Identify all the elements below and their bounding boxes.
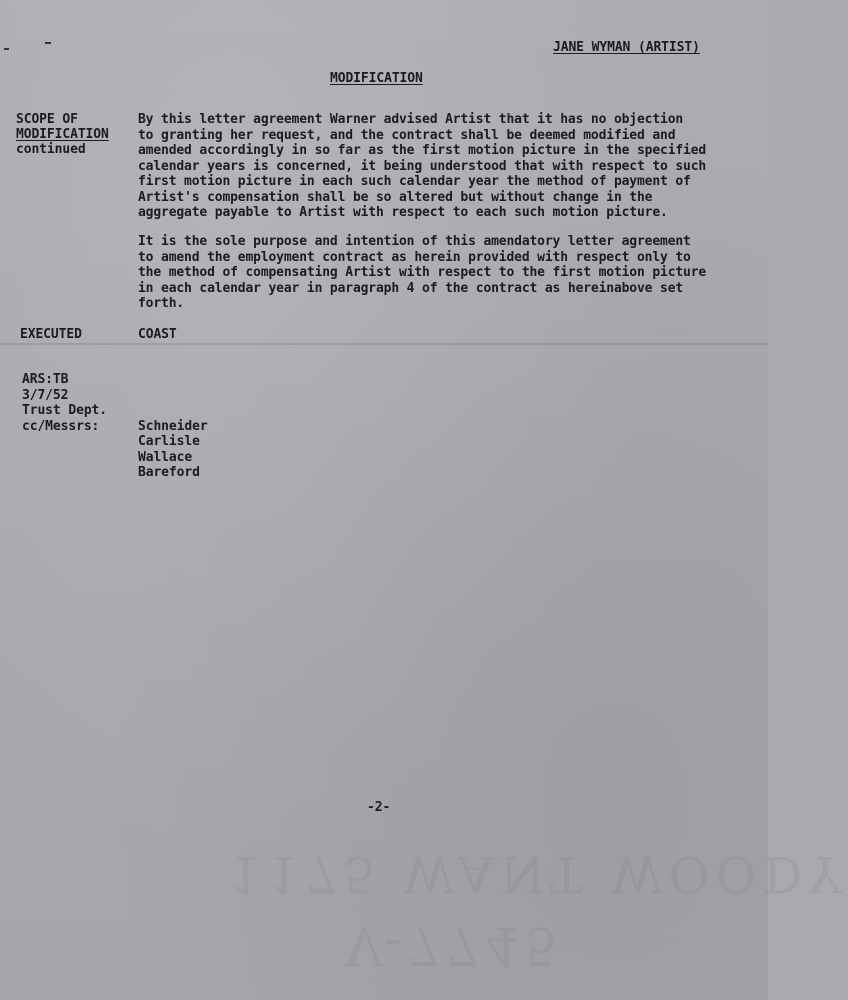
executed-label: EXECUTED: [20, 327, 82, 342]
show-through-text-2: V-7745: [345, 915, 564, 975]
document-date: 3/7/52: [22, 387, 69, 403]
show-through-text-1: 1175 WANT WOODY: [230, 845, 848, 903]
scope-label: SCOPE OF: [16, 112, 78, 127]
margin-mark: [45, 42, 51, 44]
cc-name: Schneider: [138, 418, 208, 434]
cc-name: Carlisle: [138, 434, 200, 449]
paragraph-line: By this letter agreement Warner advised Artist that it has no objection: [138, 112, 684, 127]
scope-label-continued: continued: [16, 142, 86, 157]
cc-name: Bareford: [138, 465, 200, 480]
department: Trust Dept.: [22, 403, 107, 418]
scope-label-modification: MODIFICATION: [16, 127, 109, 142]
executed-value: COAST: [138, 327, 177, 342]
paragraph-line: in each calendar year in paragraph 4 of the contract as hereinabove set: [138, 280, 684, 296]
paragraph-line: to granting her request, and the contract shall be deemed modified and: [138, 127, 676, 143]
paragraph-line: calendar years is concerned, it being understood that with respect to such: [138, 158, 707, 174]
paragraph-line: to amend the employment contract as herein provided with respect only to: [138, 249, 691, 265]
cc-label: cc/Messrs:: [22, 418, 100, 434]
section-title: MODIFICATION: [330, 71, 423, 86]
page-number: -2-: [367, 800, 391, 815]
cc-name: Wallace: [138, 449, 193, 465]
paragraph-line: the method of compensating Artist with respect to the first motion picture: [138, 265, 707, 280]
paragraph-line: amended accordingly in so far as the first motion picture in the specified: [138, 143, 707, 158]
document-header-name: JANE WYMAN (ARTIST): [553, 40, 700, 55]
paper-fold-line: [0, 343, 768, 345]
paragraph-line: first motion picture in each such calendar year the method of payment of: [138, 174, 691, 189]
paragraph-line: forth.: [138, 296, 185, 311]
margin-mark: [4, 48, 9, 50]
paragraph-line: Artist's compensation shall be so altered but without change in the: [138, 189, 653, 205]
typist-initials: ARS:TB: [22, 372, 69, 387]
paragraph-line: It is the sole purpose and intention of this amendatory letter agreement: [138, 234, 691, 249]
paragraph-line: aggregate payable to Artist with respect to each such motion picture.: [138, 205, 668, 220]
